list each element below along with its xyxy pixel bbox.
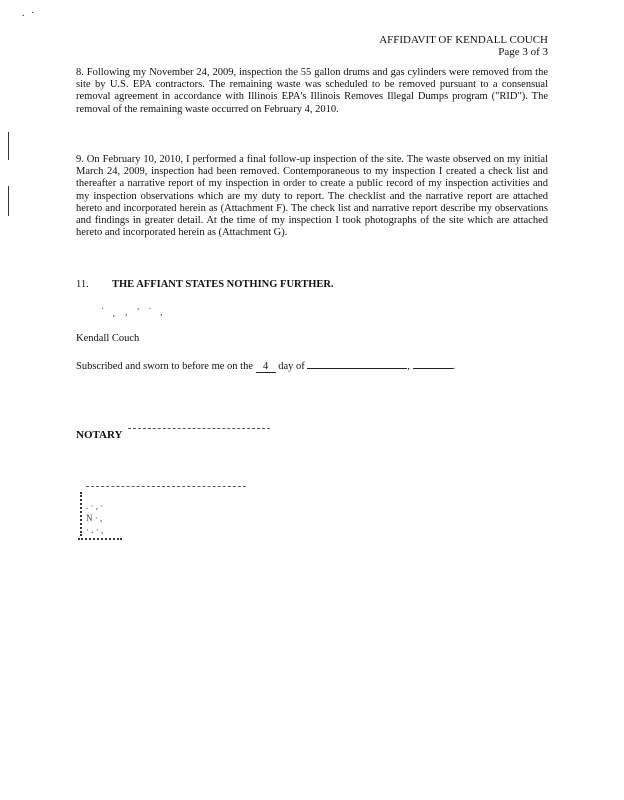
notary-signature-line	[128, 428, 270, 429]
seal-border-top	[86, 486, 246, 487]
paragraph-8: 8. Following my November 24, 2009, inspection the 55 gallon drums and gas cylinders were removed from the site by U.S. EPA contractors. The remaining waste was scheduled to be removed pursuant to a consensual removal agreement in accordance with Illinois EPA's Illinois Removes Illegal Dumps program ("RID"). The removal of the remaining waste occurred on February 4, 2010.	[76, 67, 548, 115]
jurat-month	[307, 368, 407, 369]
signature-name: Kendall Couch	[76, 333, 140, 344]
jurat-mid: day of	[278, 361, 305, 372]
jurat-day: 4	[256, 361, 276, 373]
margin-mark	[8, 132, 9, 160]
page-number: Page 3 of 3	[498, 46, 548, 58]
paragraph-11-number: 11.	[76, 279, 89, 290]
scan-mark: . ·	[22, 8, 37, 19]
notary-label: NOTARY	[76, 429, 123, 441]
jurat-year	[413, 368, 453, 369]
document-header	[379, 34, 548, 58]
jurat-line: Subscribed and sworn to before me on the 4 day of , .	[76, 361, 456, 372]
seal-border-bottom	[78, 538, 122, 540]
jurat-prefix: Subscribed and sworn to before me on the	[76, 361, 253, 372]
notary-seal	[78, 486, 246, 540]
seal-faint-marks: . · , · N · , · . · ,	[86, 501, 104, 535]
seal-border-left	[80, 492, 82, 536]
paragraph-9: 9. On February 10, 2010, I performed a final follow-up inspection of the site. The waste observed on my initial March 24, 2009, inspection had been removed. Contemporaneous to my inspection I created a check list and thereafter a narrative report of my inspection in order to create a public record of my inspection activities and my inspection observations which are my duty to report. The checklist and the narrative report are attached hereto and incorporated herein as (Attachment F). The check list and narrative report describe my observations and findings in greater detail. At the time of my inspection I took photographs of the site which are attached hereto and incorporated herein as (Attachment G).	[76, 154, 548, 239]
document-title: AFFIDAVIT OF KENDALL COUCH	[379, 34, 548, 46]
margin-mark	[8, 186, 9, 216]
paragraph-11	[76, 279, 334, 290]
paragraph-11-text: THE AFFIANT STATES NOTHING FURTHER.	[112, 279, 334, 290]
signature-scribble: ˙ ˛ , ' ˙ ,	[100, 306, 166, 318]
